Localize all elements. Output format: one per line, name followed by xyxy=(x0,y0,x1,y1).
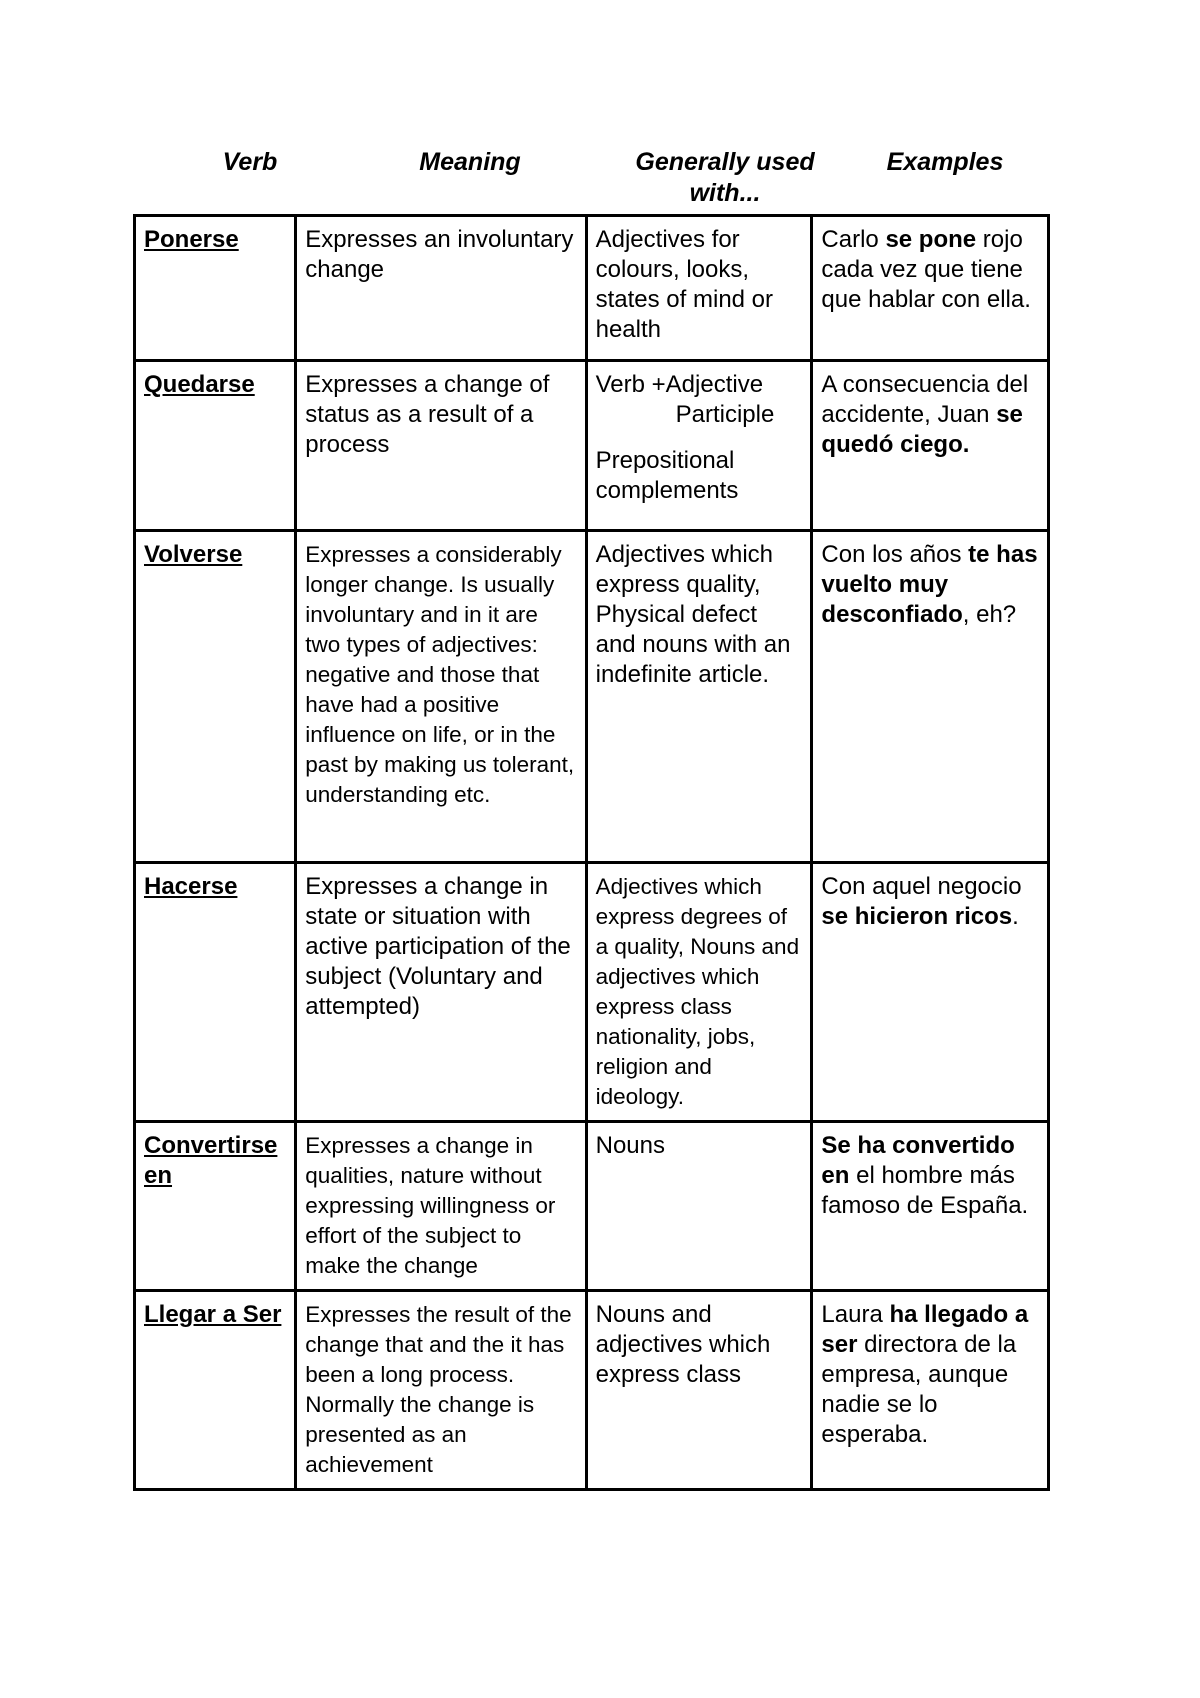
header-meaning: Meaning xyxy=(419,148,521,176)
verb-label: Volverse xyxy=(144,541,243,568)
used-with-text: Nouns and adjectives which express class xyxy=(595,1301,771,1388)
example-segment: Con los años xyxy=(821,541,969,568)
table-row xyxy=(135,1291,1049,1490)
header-generally-used-with xyxy=(610,147,840,209)
verb-cell xyxy=(135,361,296,531)
verb-label: Ponerse xyxy=(144,226,239,253)
example-segment: . xyxy=(1012,903,1019,930)
used-with-text: Adjectives which express degrees of a quality, Nouns and adjectives which express class nationality, jobs, religion and ideology. xyxy=(595,874,800,1109)
meaning-cell xyxy=(296,216,586,361)
verb-label: Quedarse xyxy=(144,371,255,398)
example-segment: directora de la empresa, aunque nadie se lo esperaba. xyxy=(821,1331,1017,1448)
verb-cell xyxy=(135,216,296,361)
meaning-text: Expresses an involuntary change xyxy=(305,226,574,283)
used-with-cell xyxy=(586,531,812,863)
used-with-cell xyxy=(586,216,812,361)
example-segment-bold: te has vuelto muy desconfiado xyxy=(821,541,1038,628)
meaning-cell xyxy=(296,863,586,1122)
table-row xyxy=(135,1122,1049,1291)
meaning-cell xyxy=(296,361,586,531)
meaning-text: Expresses a change of status as a result of a process xyxy=(305,371,550,458)
example-segment: , eh? xyxy=(962,601,1017,628)
verb-label: Llegar a Ser xyxy=(144,1301,282,1328)
header-examples: Examples xyxy=(886,148,1004,176)
example-cell xyxy=(812,1122,1049,1291)
example-cell xyxy=(812,531,1049,863)
verb-label: Convertirse en xyxy=(144,1132,278,1189)
example-segment-bold: se pone xyxy=(885,226,977,253)
spacer xyxy=(596,430,803,446)
example-segment: Laura xyxy=(821,1301,890,1328)
table-row xyxy=(135,216,1049,361)
meaning-cell xyxy=(296,1291,586,1490)
example-segment-bold: se quedó ciego. xyxy=(821,401,1023,458)
meaning-text: Expresses a considerably longer change. Is usually involuntary and in it are two types of adjectives: negative and those that have had a positive influence on life, or in the past by making us tolerant, understanding etc. xyxy=(305,542,575,807)
example-segment: rojo cada vez que tiene que hablar con ella. xyxy=(821,226,1031,313)
example-cell xyxy=(812,863,1049,1122)
meaning-cell xyxy=(296,531,586,863)
table-row xyxy=(135,863,1049,1122)
example-segment: el hombre más famoso de España. xyxy=(821,1162,1029,1219)
column-headers xyxy=(0,0,1200,210)
used-with-cell xyxy=(586,361,812,531)
used-with-line: Participle xyxy=(675,401,775,428)
used-with-text: Nouns xyxy=(595,1132,665,1159)
example-cell xyxy=(812,1291,1049,1490)
verb-cell xyxy=(135,531,296,863)
example-segment-bold: se hicieron ricos xyxy=(821,903,1013,930)
example-segment: Con aquel negocio xyxy=(821,873,1022,900)
header-verb: Verb xyxy=(222,148,278,176)
used-with-line: Verb +Adjective xyxy=(595,371,764,398)
example-segment: Carlo xyxy=(821,226,886,253)
meaning-text: Expresses the result of the change that and the it has been a long process. Normally the change is presented as an achievement xyxy=(305,1302,572,1477)
meaning-text: Expresses a change in state or situation with active participation of the subject (Voluntary and attempted) xyxy=(305,873,571,1020)
example-segment: A consecuencia del accidente, Juan xyxy=(821,371,1029,428)
meaning-text: Expresses a change in qualities, nature without expressing willingness or effort of the subject to make the change xyxy=(305,1133,556,1278)
table-row xyxy=(135,361,1049,531)
table-row xyxy=(135,531,1049,863)
verb-cell xyxy=(135,1291,296,1490)
used-with-cell xyxy=(586,1122,812,1291)
header-generally-used-line2: with... xyxy=(689,179,761,207)
used-with-cell xyxy=(586,1291,812,1490)
used-with-cell xyxy=(586,863,812,1122)
header-generally-used-line1: Generally used xyxy=(635,148,815,176)
example-cell xyxy=(812,216,1049,361)
used-with-text: Adjectives which express quality, Physical defect and nouns with an indefinite article. xyxy=(595,541,791,688)
meaning-cell xyxy=(296,1122,586,1291)
used-with-line: Prepositional complements xyxy=(595,447,739,504)
verb-label: Hacerse xyxy=(144,873,238,900)
verb-table xyxy=(133,214,1050,1491)
verb-cell xyxy=(135,1122,296,1291)
example-segment-bold: Se ha convertido en xyxy=(821,1132,1015,1189)
verb-cell xyxy=(135,863,296,1122)
example-segment-bold: ha llegado a ser xyxy=(821,1301,1029,1358)
used-with-text: Adjectives for colours, looks, states of mind or health xyxy=(595,226,774,343)
example-cell xyxy=(812,361,1049,531)
